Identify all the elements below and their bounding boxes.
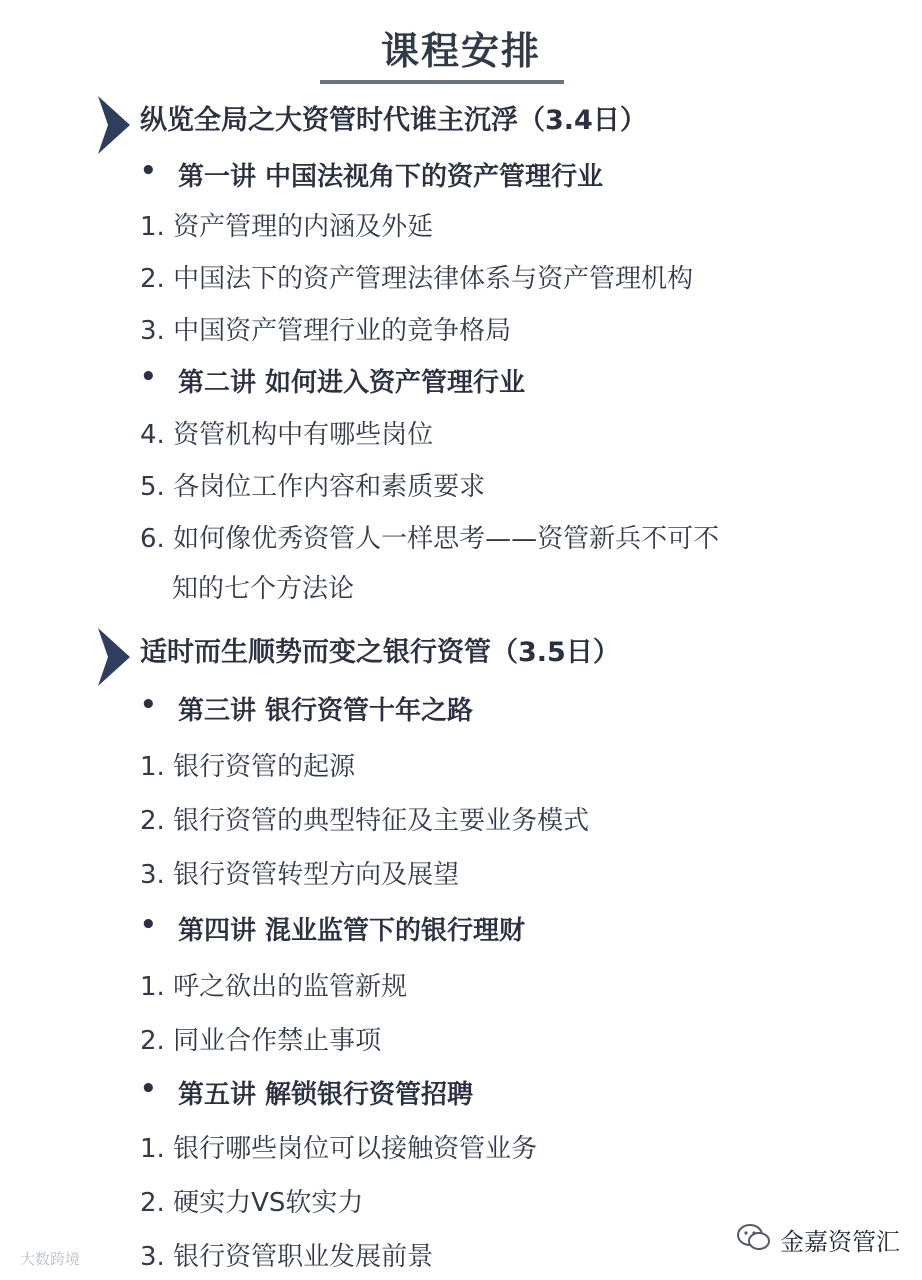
lecture-title: 第三讲 银行资管十年之路 [178, 696, 474, 726]
watermark-left: 大数跨境 [20, 1250, 81, 1268]
list-item-continuation: 知的七个方法论 [172, 574, 355, 604]
list-item: 2. 中国法下的资产管理法律体系与资产管理机构 [140, 264, 694, 294]
list-item: 3. 银行资管职业发展前景 [140, 1242, 434, 1272]
bullet-icon: • [140, 156, 157, 186]
bullet-icon: • [140, 910, 157, 940]
wechat-icon [736, 1222, 772, 1254]
section-header-2 [98, 628, 898, 688]
lecture-title: 第一讲 中国法视角下的资产管理行业 [178, 162, 604, 192]
bullet-icon: • [140, 1074, 157, 1104]
lecture-title: 第五讲 解锁银行资管招聘 [178, 1080, 474, 1110]
bullet-icon: • [140, 690, 157, 720]
list-item: 3. 银行资管转型方向及展望 [140, 860, 460, 890]
list-item: 2. 银行资管的典型特征及主要业务模式 [140, 806, 590, 836]
list-item: 3. 中国资产管理行业的竞争格局 [140, 316, 512, 346]
bullet-icon: • [140, 362, 157, 392]
list-item: 1. 资产管理的内涵及外延 [140, 212, 434, 242]
watermark-right: 金嘉资管汇 [780, 1228, 900, 1256]
list-item: 2. 同业合作禁止事项 [140, 1026, 382, 1056]
lecture-title: 第二讲 如何进入资产管理行业 [178, 368, 526, 398]
list-item: 1. 银行哪些岗位可以接触资管业务 [140, 1134, 538, 1164]
list-item: 6. 如何像优秀资管人一样思考——资管新兵不可不 [140, 524, 720, 554]
section-title: 适时而生顺势而变之银行资管（3.5日） [140, 637, 620, 668]
list-item: 4. 资管机构中有哪些岗位 [140, 420, 434, 450]
title-underline [320, 80, 564, 84]
list-item: 1. 呼之欲出的监管新规 [140, 972, 408, 1002]
lecture-title: 第四讲 混业监管下的银行理财 [178, 916, 526, 946]
list-item: 2. 硬实力VS软实力 [140, 1188, 364, 1218]
section-title: 纵览全局之大资管时代谁主沉浮（3.4日） [140, 105, 647, 136]
chevron-right-icon [98, 628, 130, 686]
page-title: 课程安排 [380, 29, 541, 73]
list-item: 5. 各岗位工作内容和素质要求 [140, 472, 486, 502]
section-header-1 [98, 96, 898, 156]
list-item: 1. 银行资管的起源 [140, 752, 356, 782]
chevron-right-icon [98, 96, 130, 154]
